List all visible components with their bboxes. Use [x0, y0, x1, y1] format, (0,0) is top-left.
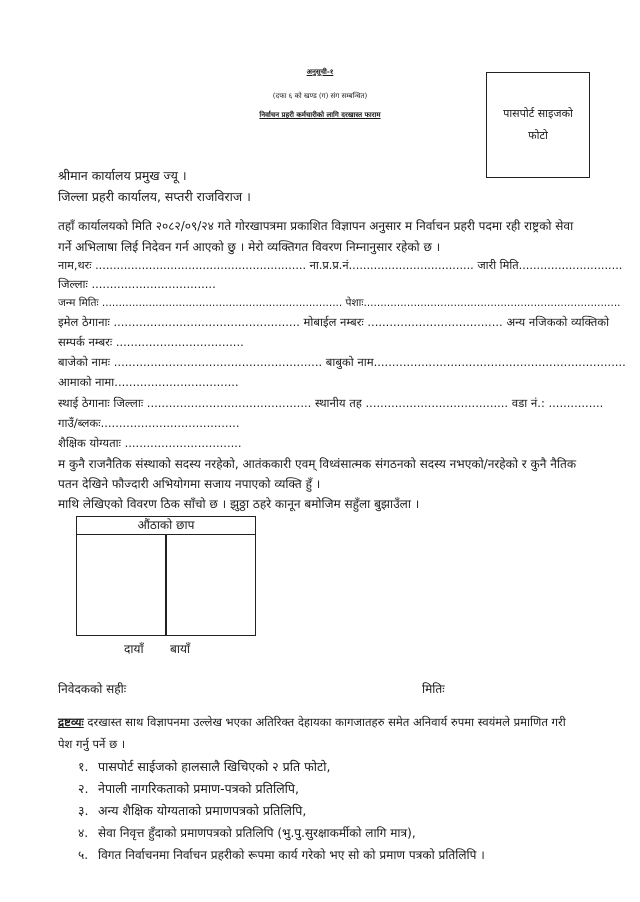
thumbprint-title: औंठाको छाप	[77, 517, 255, 535]
attachment-item-2	[78, 780, 299, 797]
attachment-text: नेपाली नागरिकताको प्रमाण-पत्रको प्रतिलिपि,	[98, 781, 299, 796]
attachment-num: ३.	[78, 803, 89, 818]
attachment-num: २.	[78, 781, 89, 796]
declaration-line-3: माथि लेखिएको विवरण ठिक साँचो छ । झुठ्ठा ठहरे कानून बमोजिम सहुँला बुझाउँला ।	[58, 497, 420, 511]
section-reference: (दफा ६ को खण्ड (ग) संग सम्बन्धित)	[272, 92, 368, 100]
photo-box-label-1: पासपोर्ट साइजको	[503, 107, 573, 120]
signature-date-label: मितिः	[422, 682, 445, 696]
education-row: शैक्षिक योग्यताः ................................	[58, 436, 242, 450]
district-row: जिल्लाः ..................................	[58, 277, 216, 291]
photo-box-label-2: फोटो	[528, 129, 548, 142]
mother-row: आमाको नामा..................................	[58, 375, 239, 389]
attachment-item-5	[78, 846, 485, 863]
email-row: इमेल ठेगानाः ................................................... मोबाईल नम्बरः ..................................... अन्य नजिकको व्यक्तिको	[58, 315, 610, 329]
note-text: दरखास्त साथ विज्ञापनमा उल्लेख भएका अतिरिक्त देहायका कागजातहरु समेत अनिवार्य रुपमा स्वयंमले प्रमाणित गरी	[83, 715, 566, 729]
intro-line-2: गर्ने अभिलाषा लिई निदेवन गर्न आएको छु । मेरो व्यक्तिगत विवरण निम्नानुसार रहेको छ ।	[58, 240, 441, 254]
thumbprint-right-label: दायाँ	[124, 642, 144, 656]
attachment-num: ४.	[78, 826, 89, 840]
attachment-item-4	[78, 824, 416, 841]
name-row: नाम,थरः ........................................................... ना.प्र.प्र.नं................................... जारी मिति.............................	[58, 259, 623, 272]
address-row: स्थाई ठेगानाः जिल्लाः ............................................. स्थानीय तह ....................................... वडा नं.: ...............	[58, 396, 604, 410]
form-title-text: निर्वाचन प्रहरी कर्मचारीको लागि दरखास्त फाराम	[259, 111, 381, 119]
tole-row: गाउँ/ब्लकः......................................	[58, 416, 240, 430]
thumbprint-left-label: बायाँ	[170, 642, 191, 656]
applicant-signature-label: निवेदकको सहीः	[58, 682, 127, 696]
contact-row: सम्पर्क नम्बरः ...................................	[58, 335, 244, 349]
schedule-heading-text: अनुसूची-१	[306, 68, 334, 76]
attachment-text: विगत निर्वाचनमा निर्वाचन प्रहरीको रूपमा कार्य गरेको भए सो को प्रमाण पत्रको प्रतिलिपि ।	[98, 848, 485, 862]
attachment-item-1	[78, 758, 330, 775]
addressee-line-2: जिल्ला प्रहरी कार्यालय, सप्तरी राजविराज ।	[58, 189, 251, 204]
attachment-item-3	[78, 802, 306, 819]
addressee-line-1: श्रीमान कार्यालय प्रमुख ज्यू ।	[58, 168, 187, 183]
intro-line-1: तहाँ कार्यालयको मिति २०८२/०९/२४ गते गोरखापत्रमा प्रकाशित विज्ञापन अनुसार म निर्वाचन प्रहरी पदमा रही राष्ट्रको सेवा	[58, 219, 574, 233]
note-label: द्रष्टव्यः	[58, 715, 84, 729]
thumbprint-box	[76, 516, 256, 636]
attachment-text: पासपोर्ट साईजको हालसालै खिचिएको २ प्रति फोटो,	[98, 759, 331, 774]
passport-photo-box	[486, 72, 590, 178]
declaration-line-1: म कुनै राजनैतिक संस्थाको सदस्य नरहेको, आतंककारी एवम् विध्वंसात्मक संगठनको सदस्य नभएको/नरहेको र कुनै नैतिक	[58, 457, 577, 471]
attachment-num: ५.	[78, 848, 89, 862]
note-line-1	[58, 715, 566, 730]
thumbprint-divider	[165, 535, 167, 635]
attachment-num: १.	[78, 759, 89, 774]
grandfather-row: बाजेको नामः ......................................................... बाबुको नाम.....................................................................	[58, 355, 626, 369]
dob-row: जन्म मितिः ........................................................................ पेशाः.............................................................................	[58, 297, 621, 309]
note-line-2: पेश गर्नु पर्ने छ ।	[58, 737, 126, 751]
attachment-text: अन्य शैक्षिक योग्यताको प्रमाणपत्रको प्रतिलिपि,	[98, 803, 307, 818]
declaration-line-2: पतन देखिने फौज्दारी अभियोगमा सजाय नपाएको व्यक्ति हुँ ।	[58, 477, 321, 491]
attachment-text: सेवा निवृत्त हुँदाको प्रमाणपत्रको प्रतिलिपि (भु.पु.सुरक्षाकर्मीको लागि मात्र),	[98, 826, 416, 840]
